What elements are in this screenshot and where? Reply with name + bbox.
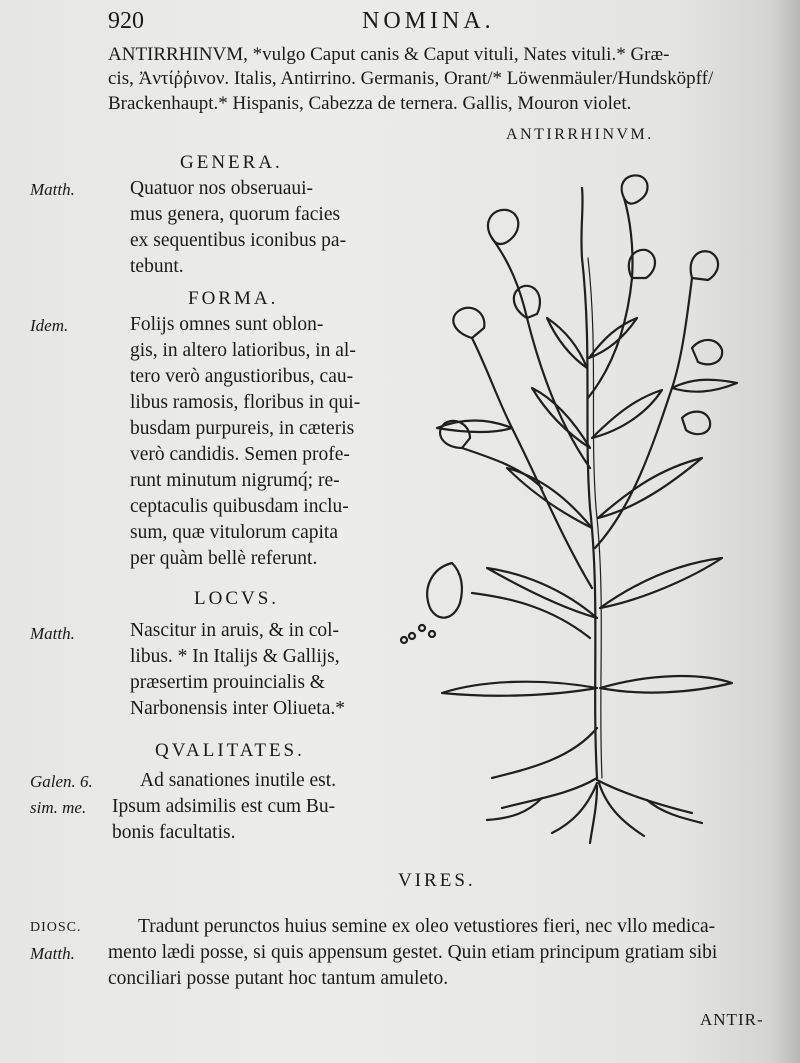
catchword: ANTIR- (700, 1010, 764, 1029)
header-line: Brackenhaupt.* Hispanis, Cabezza de ternera. Gallis, Mouron violet. (108, 93, 632, 114)
text-line: bonis facultatis. (112, 822, 236, 843)
section-heading-genera: GENERA. (180, 152, 283, 173)
text-line: præsertim prouincialis & (130, 672, 325, 693)
text-line: sum, quæ vitulorum capita (130, 522, 338, 543)
text-line: mus genera, quorum facies (130, 204, 341, 225)
text-line: libus ramosis, floribus in qui- (130, 392, 361, 413)
section-body-genera (130, 176, 372, 280)
section-body-locus (130, 618, 372, 722)
text-line: runt minutum nigrumq́; re- (130, 470, 340, 491)
page-edge-shadow (772, 0, 800, 1063)
text-line: Ad sanationes inutile est. (140, 770, 337, 791)
text-line: per quàm bellè referunt. (130, 548, 318, 569)
text-line: ceptaculis quibusdam inclu- (130, 496, 349, 517)
section-heading-locus: LOCVS. (194, 588, 280, 609)
margin-note: sim. me. (30, 798, 87, 817)
section-heading-forma: FORMA. (188, 288, 279, 309)
text-line: tero verò angustioribus, cau- (130, 366, 354, 387)
header-line: ANTIRRHINVM, *vulgo Caput canis & Caput vituli, Nates vituli.* Græ- (108, 44, 670, 65)
text-line: Quatuor nos obseruaui- (130, 178, 314, 199)
margin-note: Matth. (30, 624, 75, 643)
margin-note: Matth. (30, 944, 75, 963)
text-line: Folijs omnes sunt oblon- (130, 314, 324, 335)
margin-note: Idem. (30, 316, 69, 335)
text-line: mento lædi posse, si quis appensum gestet. Quin etiam principum gratiam sibi (108, 942, 718, 963)
section-heading-vires: VIRES. (398, 870, 476, 891)
running-head: NOMINA. (362, 8, 495, 34)
figure-caption: ANTIRRHINVM. (506, 126, 654, 143)
section-heading-qualitates: QVALITATES. (155, 740, 305, 761)
antirrhinum-woodcut-illustration (392, 168, 752, 848)
text-line: ex sequentibus iconibus pa- (130, 230, 347, 251)
page-number: 920 (108, 8, 144, 34)
text-line: busdam purpureis, in cæteris (130, 418, 355, 439)
text-line: Ipsum adsimilis est cum Bu- (112, 796, 336, 817)
text-line: verò candidis. Semen profe- (130, 444, 350, 465)
header-line: cis, Ἀντίῤῥινον. Italis, Antirrino. Germanis, Orant/* Löwenmäuler/Hundsköpff/ (108, 68, 714, 89)
margin-note: Galen. 6. (30, 772, 93, 791)
text-line: Tradunt perunctos huius semine ex oleo vetustiores fieri, nec vllo medica- (138, 916, 716, 937)
text-line: Narbonensis inter Olіueta.* (130, 698, 345, 719)
section-body-vires (108, 914, 778, 992)
text-line: libus. * In Italijs & Gallijs, (130, 646, 340, 667)
margin-note: Matth. (30, 180, 75, 199)
text-line: Nascitur in aruis, & in col- (130, 620, 340, 641)
section-body-forma (130, 312, 372, 572)
text-line: conciliari posse putant hoc tantum amuleto. (108, 968, 449, 989)
section-body-qualitates (112, 768, 382, 846)
text-line: tebunt. (130, 256, 184, 277)
text-line: gis, in altero latioribus, in al- (130, 340, 356, 361)
margin-note: DIOSC. (30, 920, 82, 935)
